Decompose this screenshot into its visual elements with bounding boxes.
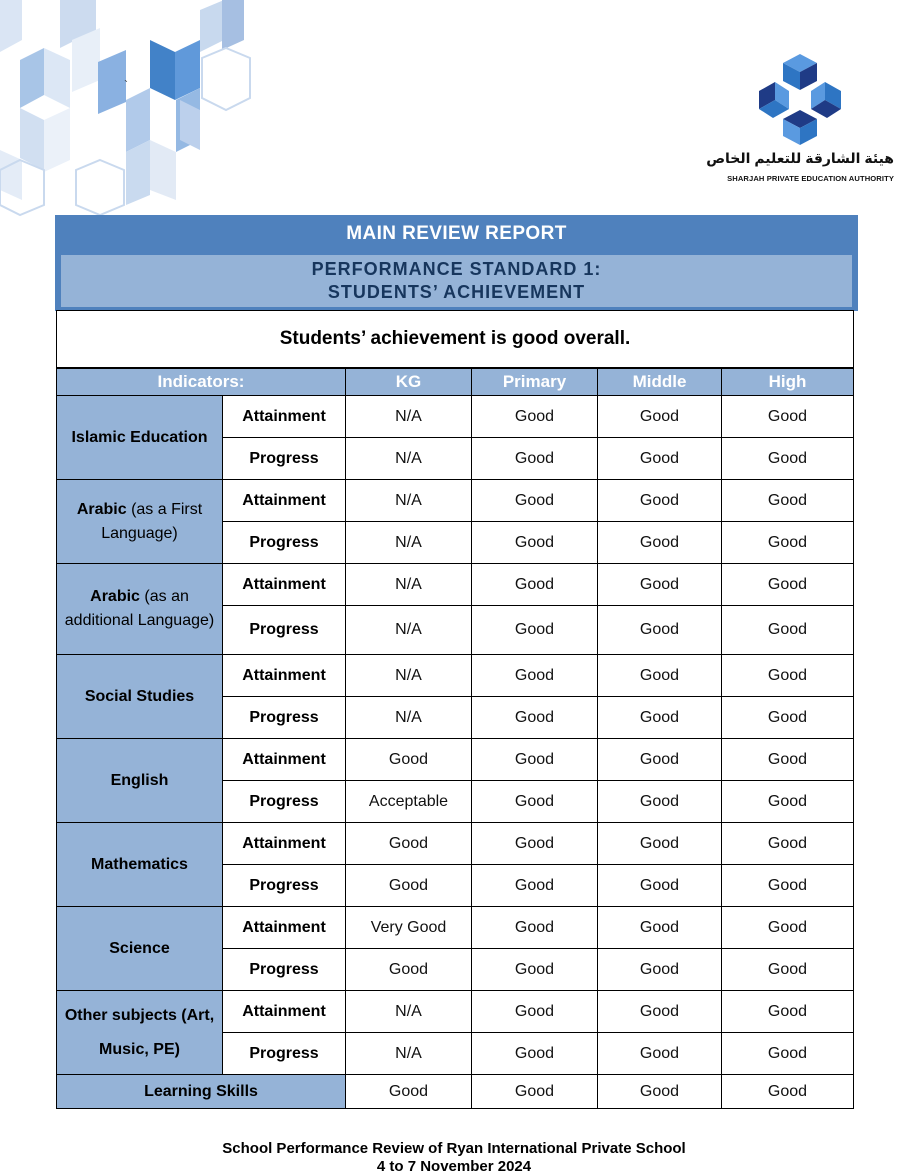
subject-name: Islamic Education: [71, 428, 208, 446]
value-cell: Good: [722, 655, 854, 697]
value-cell: Good: [722, 781, 854, 823]
value-cell: Good: [346, 823, 472, 865]
value-cell: Good: [722, 438, 854, 480]
value-cell: Good: [472, 907, 598, 949]
subject-social-studies: [57, 655, 223, 739]
indicator-progress: Progress: [223, 1033, 346, 1075]
report-title: MAIN REVIEW REPORT: [346, 223, 567, 244]
value-cell: N/A: [346, 991, 472, 1033]
subject-other-subjects: [57, 991, 223, 1075]
value-cell: Good: [722, 564, 854, 606]
value-cell: Good: [598, 697, 722, 739]
indicator-progress: Progress: [223, 949, 346, 991]
subject-english: [57, 739, 223, 823]
indicator-progress: Progress: [223, 522, 346, 564]
value-cell: Good: [472, 949, 598, 991]
value-cell: Good: [346, 949, 472, 991]
subject-mathematics: [57, 823, 223, 907]
subject-name: Social Studies: [84, 687, 195, 705]
value-cell: Good: [722, 739, 854, 781]
value-cell: Good: [598, 606, 722, 655]
indicator-attainment: Attainment: [223, 991, 346, 1033]
standard-line-2: STUDENTS’ ACHIEVEMENT: [327, 282, 586, 302]
value-cell: Good: [722, 823, 854, 865]
stray-mark: `: [124, 78, 128, 92]
value-cell: Good: [346, 865, 472, 907]
table-row: [57, 823, 854, 865]
indicator-progress: Progress: [223, 606, 346, 655]
value-cell: Good: [722, 697, 854, 739]
subject-science: [57, 907, 223, 991]
value-cell: Good: [472, 739, 598, 781]
value-cell: Good: [472, 1033, 598, 1075]
value-cell: Good: [598, 564, 722, 606]
value-cell: Very Good: [346, 907, 472, 949]
subject-arabic-first-language: [57, 480, 223, 564]
value-cell: N/A: [346, 655, 472, 697]
value-cell: Good: [598, 396, 722, 438]
value-cell: N/A: [346, 1033, 472, 1075]
value-cell: Good: [472, 522, 598, 564]
logo-english-name: SHARJAH PRIVATE EDUCATION AUTHORITY: [727, 174, 894, 183]
value-cell: N/A: [346, 697, 472, 739]
table-header-row: [57, 369, 854, 396]
value-cell: Good: [472, 438, 598, 480]
value-cell: Good: [472, 655, 598, 697]
value-cell: Good: [598, 823, 722, 865]
footer-date-line: 4 to 7 November 2024: [376, 1158, 532, 1175]
value-cell: Good: [472, 396, 598, 438]
value-cell: Good: [598, 781, 722, 823]
value-cell: Good: [598, 949, 722, 991]
table-row: [57, 564, 854, 606]
value-cell: Good: [472, 991, 598, 1033]
table-row: [57, 739, 854, 781]
value-cell: Good: [722, 907, 854, 949]
indicator-attainment: Attainment: [223, 907, 346, 949]
header-middle: Middle: [598, 369, 722, 396]
indicator-attainment: Attainment: [223, 739, 346, 781]
value-cell: Good: [598, 991, 722, 1033]
value-cell: Good: [472, 606, 598, 655]
value-cell: Good: [722, 865, 854, 907]
value-cell: Good: [598, 739, 722, 781]
value-cell: Good: [722, 396, 854, 438]
footer-school-line: School Performance Review of Ryan International Private School: [222, 1140, 686, 1157]
report-title-band: [55, 215, 858, 311]
spea-logo: [700, 52, 900, 187]
value-cell: Good: [472, 480, 598, 522]
value-cell: N/A: [346, 522, 472, 564]
value-cell: Good: [722, 522, 854, 564]
value-cell: Good: [346, 1075, 472, 1109]
value-cell: Good: [722, 606, 854, 655]
value-cell: N/A: [346, 606, 472, 655]
indicator-attainment: Attainment: [223, 480, 346, 522]
value-cell: Acceptable: [346, 781, 472, 823]
subject-name: Mathematics: [91, 855, 188, 873]
value-cell: Good: [472, 697, 598, 739]
subject-name: English: [110, 771, 169, 789]
indicator-progress: Progress: [223, 865, 346, 907]
header-indicators: Indicators:: [57, 369, 346, 396]
header-primary: Primary: [472, 369, 598, 396]
subject-islamic-education: [57, 396, 223, 480]
value-cell: Good: [598, 1033, 722, 1075]
indicator-attainment: Attainment: [223, 823, 346, 865]
indicator-attainment: Attainment: [223, 396, 346, 438]
standard-line-1: PERFORMANCE STANDARD 1:: [311, 259, 602, 279]
value-cell: Good: [472, 564, 598, 606]
table-row: [57, 480, 854, 522]
value-cell: Good: [598, 438, 722, 480]
table-row: [57, 396, 854, 438]
value-cell: N/A: [346, 438, 472, 480]
learning-skills-label: Learning Skills: [57, 1075, 346, 1109]
table-row: [57, 907, 854, 949]
indicator-attainment: Attainment: [223, 655, 346, 697]
logo-arabic-name: هيئة الشارقة للتعليم الخاص: [706, 150, 894, 166]
subject-arabic-additional-language: [57, 564, 223, 655]
value-cell: N/A: [346, 480, 472, 522]
value-cell: N/A: [346, 396, 472, 438]
subject-name: Arabic: [76, 500, 127, 518]
value-cell: Good: [722, 480, 854, 522]
value-cell: Good: [346, 739, 472, 781]
value-cell: Good: [722, 991, 854, 1033]
page-footer: [0, 1140, 908, 1176]
overall-summary: Students’ achievement is good overall.: [56, 310, 854, 368]
indicator-progress: Progress: [223, 697, 346, 739]
value-cell: Good: [472, 781, 598, 823]
spea-cube-logo-icon: [755, 52, 845, 147]
subject-name: Arabic: [90, 588, 140, 605]
subject-name: Other subjects (Art, Music, PE): [64, 1006, 215, 1058]
value-cell: Good: [722, 1033, 854, 1075]
table-row: [57, 1075, 854, 1109]
value-cell: Good: [472, 865, 598, 907]
indicator-progress: Progress: [223, 438, 346, 480]
value-cell: Good: [472, 1075, 598, 1109]
value-cell: Good: [598, 907, 722, 949]
standard-heading: [61, 255, 852, 307]
header-high: High: [722, 369, 854, 396]
subject-name: Science: [109, 939, 170, 957]
achievement-table: [56, 368, 854, 1109]
table-row: [57, 991, 854, 1033]
indicator-attainment: Attainment: [223, 564, 346, 606]
value-cell: Good: [472, 823, 598, 865]
value-cell: Good: [598, 655, 722, 697]
subject-qualifier: (as a First Language): [101, 500, 203, 542]
decorative-cube-pattern: [0, 0, 260, 215]
report-header: [55, 215, 858, 311]
subject-qualifier: (as an additional Language): [64, 588, 215, 629]
value-cell: Good: [722, 949, 854, 991]
value-cell: Good: [598, 522, 722, 564]
header-kg: KG: [346, 369, 472, 396]
value-cell: Good: [598, 865, 722, 907]
value-cell: Good: [722, 1075, 854, 1109]
indicator-progress: Progress: [223, 781, 346, 823]
table-row: [57, 655, 854, 697]
value-cell: Good: [598, 1075, 722, 1109]
value-cell: N/A: [346, 564, 472, 606]
value-cell: Good: [598, 480, 722, 522]
